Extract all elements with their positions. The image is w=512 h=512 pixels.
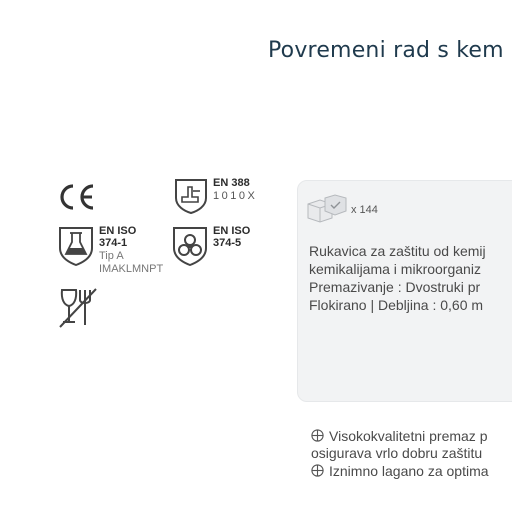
feature-text: Visokokvalitetni premaz p: [329, 428, 488, 444]
en374-1-type: Tip A: [99, 250, 124, 262]
circle-plus-icon: [311, 429, 324, 442]
feature-text: Iznimno lagano za optima: [329, 463, 489, 479]
boxes-icon: [305, 194, 349, 226]
ce-mark-icon: [56, 182, 98, 212]
feature-text: osigurava vrlo dobru zaštitu: [311, 445, 483, 461]
en388-code: 1010X: [213, 190, 258, 202]
description-line: kemikalijama i mikroorganiz: [309, 261, 481, 277]
en374-1-title: EN ISO: [99, 225, 137, 237]
en374-5-title: EN ISO: [213, 225, 251, 237]
en374-1-letters: IMAKLMNPT: [99, 263, 164, 275]
mechanical-risk-glove-icon: [174, 178, 208, 214]
chemical-flask-icon: [58, 226, 94, 266]
pack-count: x 144: [351, 204, 378, 216]
biohazard-icon: [172, 226, 208, 266]
circle-plus-icon: [311, 464, 324, 477]
description-line: Flokirano | Debljina : 0,60 m: [309, 297, 484, 313]
description-line: Premazivanje : Dvostruki pr: [309, 279, 481, 295]
en388-title: EN 388: [213, 177, 250, 189]
food-contact-icon: [58, 287, 98, 329]
description-line: Rukavica za zaštitu od kemij: [309, 243, 486, 259]
en374-1-subtitle: 374-1: [99, 237, 128, 249]
page-title: Povremeni rad s kem: [268, 38, 504, 63]
en374-5-subtitle: 374-5: [213, 237, 242, 249]
